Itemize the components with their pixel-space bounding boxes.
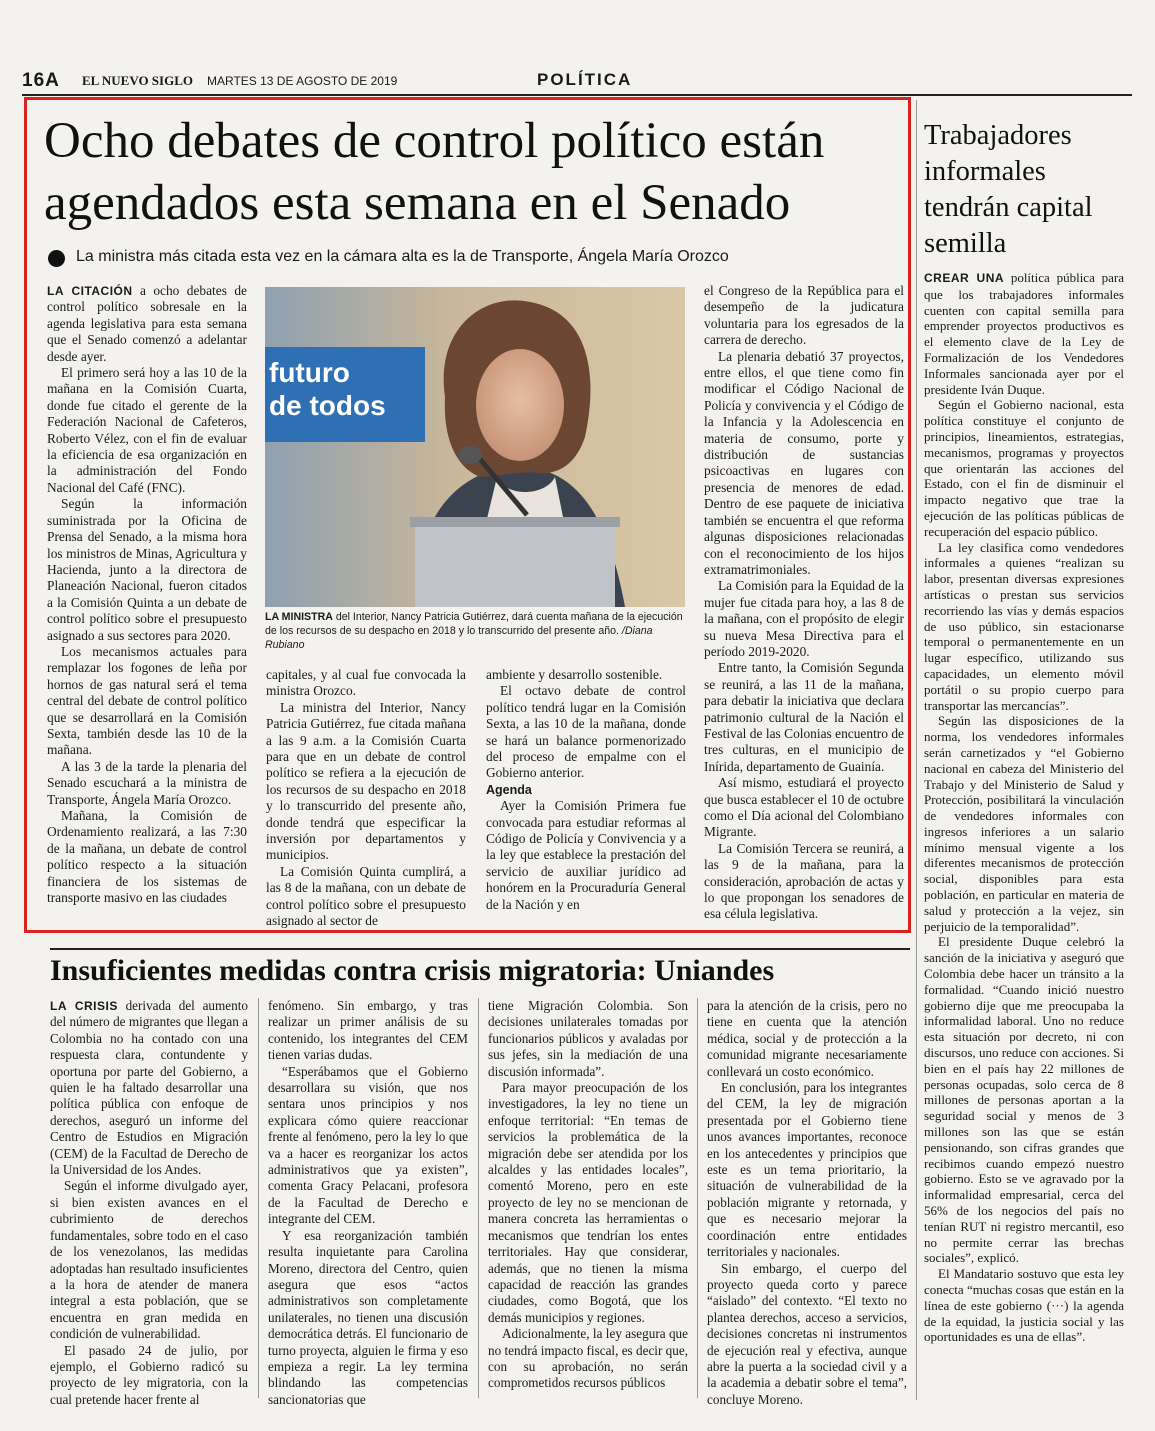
- subtitle-agenda: Agenda: [486, 782, 532, 797]
- paragraph: Los mecanismos actuales para remplazar los fogones de leña por hornos de gas natural será el tema central del debate de control político que se desarrollará en la Comisión Sexta, también desde las 10 de la mañana.: [47, 643, 247, 758]
- paragraph: La Comisión Tercera se reunirá, a las 9 de la mañana, para la consideración, aprobación de actas y lo que propongan los senadores de esa célula legislativa.: [704, 840, 904, 922]
- paragraph-text: derivada del aumento del número de migrantes que llegan a Colombia no ha contado con una respuesta clara, contundente y oportuna por parte del Gobierno, a quien le ha faltado desarrollar una política pública con enfoque de derechos, aseguró un informe del Centro de Estudios en Migración (CEM) de la Facultad de Derecho de la Universidad de los Andes.: [50, 998, 248, 1178]
- paragraph: La ley clasifica como vendedores informales a quienes “realizan su labor, presentan diversas expresiones artísticas o prestan sus servicios recorriendo las vías y demás espacios de uso público, sin estacionarse temporal o permanentemente en un lugar específico, utilizando sus capacidades, un elemento móvil portátil o su propio cuerpo para transportar las mercancías”.: [924, 539, 1124, 713]
- paragraph: Adicionalmente, la ley asegura que no tendrá impacto fiscal, es decir que, con su aprobación, no serán comprometidos recursos públicos: [488, 1326, 688, 1391]
- photo-illustration: [265, 287, 685, 607]
- paragraph: A las 3 de la tarde la plenaria del Senado escuchará a la ministra de Transporte, Ángela María Orozco.: [47, 758, 247, 807]
- section-title: POLÍTICA: [537, 70, 633, 89]
- bullet-icon: [48, 250, 65, 267]
- dateline: MARTES 13 DE AGOSTO DE 2019: [207, 74, 398, 88]
- paragraph: [924, 270, 1124, 397]
- paragraph: Según el Gobierno nacional, esta política constituye el conjunto de principios, lineamientos, estrategias, mecanismos, programas y proyectos que orientarán las acciones del Estado, con el fin de disminuir el impacto negativo que trae la ejecución de las políticas públicas de recuperación del espacio público.: [924, 397, 1124, 539]
- paragraph: El Mandatario sostuvo que esta ley conecta “muchas cosas que están en la línea de este gobierno (···) la agenda de la equidad, la justicia social y las oportunidades es una de ellas”.: [924, 1266, 1124, 1345]
- side-column: [924, 270, 1124, 1345]
- main-headline: Ocho debates de control político están agendados esta semana en el Senado: [44, 113, 825, 231]
- paragraph-text: a ocho debates de control político sobresale en la agenda legislativa para esta semana que el Senado comenzó a adelantar desde ayer.: [47, 283, 247, 364]
- paragraph: La ministra del Interior, Nancy Patricia Gutiérrez, fue citada mañana a las 9 a.m. a la Comisión Cuarta para que en un debate de control político se refiera a la ejecución de los recursos de su despacho en 2018 y lo transcurrido del presente año, donde tendrá que especificar la inversión por departamentos y municipios.: [266, 699, 466, 863]
- paragraph: Ayer la Comisión Primera fue convocada para estudiar reformas al Código de Policía y Convivencia y a la ley que establece la prestación del servicio de auxiliar jurídico ad honórem en la Procuraduría General de la Nación y en: [486, 798, 686, 912]
- paragraph: Mañana, la Comisión de Ordenamiento realizará, a las 7:30 de la mañana, un debate de control político respecto a la situación financiera de los sistemas de transporte masivo en las ciudades: [47, 808, 247, 906]
- paragraph: En conclusión, para los integrantes del CEM, la ley de migración presentada por el Gobierno tiene unos avances importantes, reconoce en los antecedentes y principios que este es un tema prioritario, la situación de vulnerabilidad de la población migrante y retornada, y que es necesario mejorar la coordinación entre entidades territoriales y nacionales.: [707, 1080, 907, 1260]
- paragraph: Entre tanto, la Comisión Segunda se reunirá, a las 11 de la mañana, para debatir la iniciativa que declara patrimonio cultural de la Nación el Festival de las Colonias encuentro de tres culturas, en el municipio de Inírida, departamento de Guainía.: [704, 660, 904, 774]
- banner-line-2: de todos: [269, 390, 386, 421]
- paragraph: El primero será hoy a las 10 de la mañana en la Comisión Cuarta, donde fue citado el gerente de la Federación Nacional de Cafeteros, Roberto Vélez, con el fin de evaluar la eficiencia de esa organización en la administración del Fondo Nacional del Café (FNC).: [47, 365, 247, 495]
- paragraph: La Comisión para la Equidad de la mujer fue citada para hoy, a las 8 de la mañana, con el propósito de elegir su nueva Mesa Directiva para el período 2019-2020.: [704, 578, 904, 659]
- paragraph: ambiente y desarrollo sostenible.: [486, 667, 663, 682]
- second-column-2: [268, 998, 468, 1408]
- column-divider: [478, 998, 479, 1398]
- paragraph: El presidente Duque celebró la sanción de la iniciativa y aseguró que Colombia debe hacer un tránsito a la formalidad. “Cuando inició nuestro gobierno dije que me preocupaba la informalidad laboral. Uno no reduce esta situación por decreto, ni con discursos, uno reduce con acciones. Si bien en el país hay 22 millones de personas ocupadas, solo cerca de 8 millones de personas aportan a la seguridad social y menos de 3 millones son las que se están pensionando, son cifras grandes que recibimos cuando empezó nuestro gobierno. Esto se ve agravado por la informalidad empresarial, cerca del 56% de los negocios del país no tenían RUT ni registro mercantil, eso no permite cerrar las brechas sociales”, explicó.: [924, 934, 1124, 1266]
- caption-lead: LA MINISTRA: [265, 611, 333, 623]
- paragraph: tiene Migración Colombia. Son decisiones unilaterales tomadas por funcionarios públicos y avaladas por sus jefes, sin la mediación de una discusión informada”.: [488, 998, 688, 1079]
- paragraph: el Congreso de la República para el desempeño de la judicatura voluntaria para los egresados de la carrera de derecho.: [704, 283, 904, 348]
- kicker: LA CRISIS: [50, 999, 118, 1013]
- photo-caption: [265, 610, 685, 652]
- paragraph: Según las disposiciones de la norma, los vendedores informales serán carnetizados y “el Gobierno nacional en cabeza del Ministerio del Trabajo y del Ministerio de Salud y Protección, posibilitará la vinculación de vendedores informales con ingresos inferiores a un salario mínimo mensual vigente a los diferentes mecanismos de protección social, disponibles para esta población, en particular en materia de salud y protección a la vejez, sin perjuicio de la temporalidad”.: [924, 713, 1124, 934]
- paragraph: Así mismo, estudiará el proyecto que busca establecer el 10 de octubre como el Día acional del Colombiano Migrante.: [704, 775, 904, 840]
- paper-name: EL NUEVO SIGLO: [82, 73, 193, 88]
- masthead: [22, 70, 1132, 96]
- caption-text: del Interior, Nancy Patricia Gutiérrez, dará cuenta mañana de la ejecución de los recursos de su despacho en 2018 y lo transcurrido del presente año.: [265, 611, 683, 637]
- kicker: LA CITACIÓN: [47, 284, 133, 298]
- second-column-1: [50, 998, 248, 1408]
- main-column-2: [266, 667, 466, 930]
- side-headline: Trabajadores informales tendrán capital semilla: [924, 120, 1093, 259]
- paragraph: El octavo debate de control político tendrá lugar en la Comisión Sexta, a las 10 de la mañana, donde se hará un balance pormenorizado del proceso de empalme con el Gobierno anterior.: [486, 683, 686, 781]
- paragraph: El pasado 24 de julio, por ejemplo, el Gobierno radicó su proyecto de ley migratoria, con la cual pretende hacer frente al: [50, 1342, 248, 1407]
- paragraph: Sin embargo, el cuerpo del proyecto queda corto y parece “aislado” del contexto. “El texto no plantea derechos, acceso a servicios, decisiones concretas ni instrumentos de ejecución real y efectiva, aunque abre la puerta a la sociedad civil y a la academia a debatir sobre el tema”, concluye Moreno.: [707, 1260, 907, 1407]
- paragraph: Y esa reorganización también resulta inquietante para Carolina Moreno, directora del Centro, quien asegura que esos “actos administrativos son completamente unilaterales, no tienen una discusión democrática detrás. El funcionario de turno proyecta, alguien le firma y eso empieza a regir. La ley termina blindando las competencias sancionatorias que: [268, 1227, 468, 1407]
- second-column-4: [707, 998, 907, 1408]
- second-column-3: [488, 998, 688, 1392]
- photo-minister: [265, 287, 685, 607]
- paragraph: para la atención de la crisis, pero no tiene en cuenta que la atención médica, social y de protección a la comunidad migrante necesariamente conllevará un costo económico.: [707, 998, 907, 1079]
- paragraph: La Comisión Quinta cumplirá, a las 8 de la mañana, con un debate de control político sobre el presupuesto asignado al sector de: [266, 863, 466, 929]
- column-divider: [258, 998, 259, 1398]
- paragraph: Según la información suministrada por la Oficina de Prensa del Senado, a la misma hora los ministros de Minas, Agricultura y Hacienda, junto a la directora de Planeación Nacional, fueron citados a la Comisión Quinta a un debate de control político sobre el presupuesto asignado a sus sectores para 2020.: [47, 496, 247, 643]
- paragraph: Para mayor preocupación de los investigadores, la ley no tiene un enfoque territorial: “En temas de servicios la problemática de la migración debe ser atendida por los alcaldes y las entidades locales”, comentó Moreno, pero en este proyecto de ley no se mencionan de manera concreta las herramientas o mecanismos que tendrían los entes territoriales. Hay que considerar, además, que no tienen la misma capacidad de reacción las grandes ciudades, como Bogotá, que los demás municipios y regiones.: [488, 1080, 688, 1325]
- kicker: CREAR UNA: [924, 271, 1005, 285]
- paragraph: fenómeno. Sin embargo, y tras realizar un primer análisis de su contenido, los integrantes del CEM tienen varias dudas.: [268, 998, 468, 1063]
- second-headline: Insuficientes medidas contra crisis migratoria: Uniandes: [50, 948, 910, 988]
- main-column-3: [486, 667, 686, 913]
- column-divider: [916, 100, 917, 1400]
- paragraph: Según el informe divulgado ayer, si bien existen avances en el cubrimiento de derechos fundamentales, sobre todo en el caso de los venezolanos, las medidas adoptadas han resultado insuficientes a la hora de atender de manera integral a esta población, que se encuentra en gran medida en condición de vulnerabilidad.: [50, 1178, 248, 1342]
- banner-line-1: futuro: [269, 357, 350, 388]
- paragraph: [50, 998, 248, 1178]
- page-number: 16A: [22, 70, 60, 91]
- main-column-4: [704, 283, 904, 923]
- paragraph: La plenaria debatió 37 proyectos, entre ellos, el que tiene como fin modificar el Código Nacional de Policía y convivencia y el Código de la Infancia y la Adolescencia en materia de consumo, porte y distribución de sustancias psicoactivas en lugares con presencia de menores de edad. Dentro de ese paquete de iniciativa también se encuentra el que reforma algunas disposiciones relacionadas con el reconocimiento de los hijos extramatrimoniales.: [704, 348, 904, 577]
- paragraph-text: política pública para que los trabajadores informales cuenten con capital semilla para emprender proyectos productivos es el elemento clave de la Ley de Formalización de los Vendedores Informales sancionada ayer por el presidente Iván Duque.: [924, 270, 1124, 397]
- column-divider: [697, 998, 698, 1398]
- main-column-1: [47, 283, 247, 906]
- paragraph: capitales, y al cual fue convocada la ministra Orozco.: [266, 667, 466, 699]
- main-subhead: La ministra más citada esta vez en la cámara alta es la de Transporte, Ángela María Orozco: [76, 248, 729, 265]
- paragraph: [47, 283, 247, 365]
- photo-credit: /Diana Rubiano: [265, 625, 653, 651]
- paragraph: “Esperábamos que el Gobierno desarrollara su visión, que nos sentara unos principios y nos explicara cómo quiere reaccionar frente al fenómeno, pero la ley lo que va a hacer es reorganizar los actos administrativos que ya existen”, comenta Gracy Pelacani, profesora de la Facultad de Derecho e integrante del CEM.: [268, 1063, 468, 1227]
